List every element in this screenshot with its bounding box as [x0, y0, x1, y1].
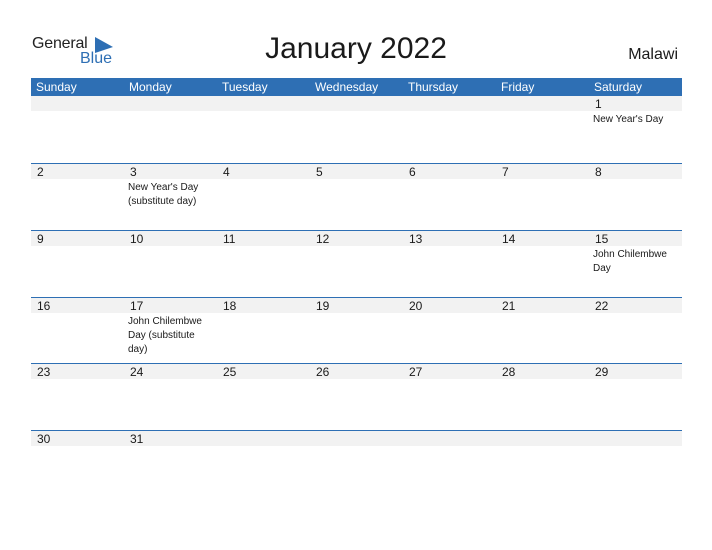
week-row	[31, 431, 682, 497]
day-number: 10	[130, 232, 144, 246]
day-cell	[403, 431, 496, 497]
country-label: Malawi	[628, 46, 678, 63]
day-number: 2	[37, 165, 44, 179]
day-band	[31, 96, 124, 111]
day-cell	[217, 298, 310, 364]
day-number: 26	[316, 365, 330, 379]
day-cell	[589, 364, 682, 430]
day-number: 14	[502, 232, 516, 246]
week-row	[31, 364, 682, 430]
day-cell	[310, 96, 403, 162]
day-cell	[31, 231, 124, 297]
logo-word-blue: Blue	[80, 50, 113, 67]
day-band	[31, 164, 124, 179]
day-cell	[124, 431, 217, 497]
day-cell	[589, 431, 682, 497]
day-band	[310, 164, 403, 179]
day-number: 27	[409, 365, 423, 379]
day-cell	[217, 364, 310, 430]
day-cell	[589, 96, 682, 162]
day-cell	[496, 298, 589, 364]
day-number: 3	[130, 165, 137, 179]
day-band	[403, 164, 496, 179]
day-cell	[589, 164, 682, 230]
day-cell	[31, 164, 124, 230]
day-band	[310, 96, 403, 111]
holiday-label: New Year's Day	[593, 114, 664, 125]
day-number: 8	[595, 165, 602, 179]
day-band	[589, 431, 682, 446]
week-row	[31, 96, 682, 162]
day-cell	[217, 164, 310, 230]
day-cell	[124, 96, 217, 162]
day-number: 1	[595, 97, 602, 111]
weekday-sunday: Sunday	[36, 80, 77, 94]
day-number: 11	[223, 232, 236, 246]
week-row	[31, 298, 682, 364]
day-band	[217, 431, 310, 446]
day-band	[124, 164, 217, 179]
weekday-monday: Monday	[129, 80, 172, 94]
day-cell	[589, 298, 682, 364]
day-band	[310, 431, 403, 446]
day-number: 23	[37, 365, 51, 379]
day-cell	[310, 298, 403, 364]
logo-word-general: General	[32, 35, 88, 52]
day-cell	[310, 364, 403, 430]
week-row	[31, 231, 682, 297]
day-cell	[403, 231, 496, 297]
day-cell	[124, 231, 217, 297]
day-number: 29	[595, 365, 609, 379]
day-band	[589, 96, 682, 111]
day-cell	[589, 231, 682, 297]
day-number: 31	[130, 432, 144, 446]
day-cell	[310, 231, 403, 297]
weekday-friday: Friday	[501, 80, 535, 94]
day-cell	[217, 96, 310, 162]
day-band	[217, 96, 310, 111]
day-cell	[217, 231, 310, 297]
day-cell	[124, 298, 217, 364]
weekday-wednesday: Wednesday	[315, 80, 379, 94]
day-cell	[124, 164, 217, 230]
week-row	[31, 164, 682, 230]
day-number: 30	[37, 432, 51, 446]
day-cell	[496, 364, 589, 430]
day-number: 21	[502, 299, 516, 313]
day-cell	[31, 364, 124, 430]
day-band	[589, 164, 682, 179]
day-cell	[403, 96, 496, 162]
day-band	[496, 431, 589, 446]
calendar-title: January 2022	[265, 32, 447, 65]
day-band	[496, 164, 589, 179]
day-band	[124, 96, 217, 111]
day-band	[403, 96, 496, 111]
day-number: 22	[595, 299, 609, 313]
day-cell	[403, 298, 496, 364]
day-cell	[31, 96, 124, 162]
day-cell	[403, 364, 496, 430]
day-band	[403, 431, 496, 446]
holiday-label: John Chilembwe Day (substitute day)	[128, 316, 202, 355]
day-cell	[124, 364, 217, 430]
day-cell	[310, 431, 403, 497]
day-number: 24	[130, 365, 144, 379]
day-number: 16	[37, 299, 51, 313]
day-number: 13	[409, 232, 423, 246]
day-number: 15	[595, 232, 609, 246]
day-cell	[31, 298, 124, 364]
weekday-tuesday: Tuesday	[222, 80, 268, 94]
day-number: 4	[223, 165, 230, 179]
day-band	[31, 231, 124, 246]
weekday-thursday: Thursday	[408, 80, 459, 94]
day-number: 17	[130, 299, 144, 313]
day-number: 7	[502, 165, 509, 179]
day-number: 9	[37, 232, 44, 246]
day-number: 18	[223, 299, 237, 313]
weekday-header	[31, 78, 682, 96]
day-cell	[31, 431, 124, 497]
day-band	[496, 96, 589, 111]
day-number: 12	[316, 232, 330, 246]
holiday-label: John Chilembwe Day	[593, 249, 667, 274]
day-cell	[496, 164, 589, 230]
day-number: 19	[316, 299, 330, 313]
holiday-label: New Year's Day (substitute day)	[128, 182, 199, 207]
day-cell	[217, 431, 310, 497]
day-cell	[496, 96, 589, 162]
day-cell	[496, 431, 589, 497]
day-number: 6	[409, 165, 416, 179]
day-cell	[310, 164, 403, 230]
day-cell	[496, 231, 589, 297]
day-number: 28	[502, 365, 516, 379]
day-cell	[403, 164, 496, 230]
day-band	[217, 164, 310, 179]
day-number: 5	[316, 165, 323, 179]
day-number: 25	[223, 365, 237, 379]
day-number: 20	[409, 299, 423, 313]
weekday-saturday: Saturday	[594, 80, 643, 94]
